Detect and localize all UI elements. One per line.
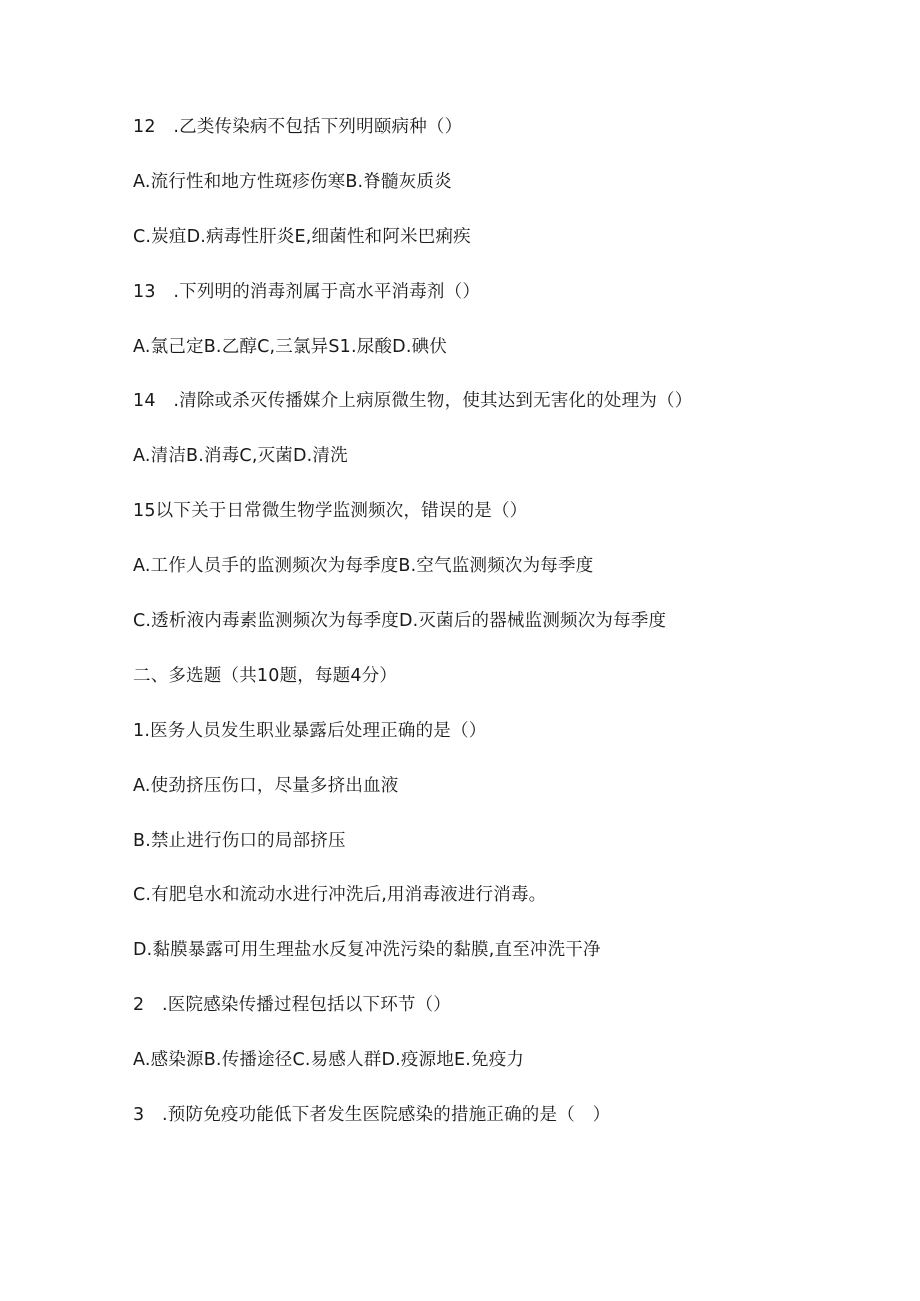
question-15: 15以下关于日常微生物学监测频次，错误的是（）	[133, 501, 528, 521]
question-1-option-a: A.使劲挤压伤口，尽量多挤出血液	[133, 776, 399, 796]
question-12-options-cde: C.炭疽D.病毒性肝炎E,细菌性和阿米巴痢疾	[133, 227, 471, 247]
question-1-option-d: D.黏膜暴露可用生理盐水反复冲洗污染的黏膜,直至冲洗干净	[133, 940, 601, 960]
question-14-options: A.清洁B.消毒C,灭菌D.清洗	[133, 446, 348, 466]
question-12-options-ab: A.流行性和地方性斑疹伤寒B.脊髓灰质炎	[133, 172, 452, 192]
question-15-options-cd: C.透析液内毒素监测频次为每季度D.灭菌后的器械监测频次为每季度	[133, 611, 667, 631]
question-3: 3 .预防免疫功能低下者发生医院感染的措施正确的是（ ）	[133, 1105, 611, 1125]
question-1: 1.医务人员发生职业暴露后处理正确的是（）	[133, 721, 487, 741]
question-1-option-b: B.禁止进行伤口的局部挤压	[133, 831, 346, 851]
section-heading-multiple-choice: 二、多选题（共10题，每题4分）	[133, 666, 398, 686]
question-14: 14 .清除或杀灭传播媒介上病原微生物，使其达到无害化的处理为（）	[133, 391, 693, 411]
question-2-options: A.感染源B.传播途径C.易感人群D.疫源地E.免疫力	[133, 1050, 525, 1070]
question-13-options: A.氯己定B.乙醇C,三氯异S1.尿酸D.碘伏	[133, 337, 448, 357]
question-15-options-ab: A.工作人员手的监测频次为每季度B.空气监测频次为每季度	[133, 556, 594, 576]
question-12: 12 .乙类传染病不包括下列明颐病种（）	[133, 117, 463, 137]
question-2: 2 .医院感染传播过程包括以下环节（）	[133, 995, 451, 1015]
question-1-option-c: C.有肥皂水和流动水进行冲洗后,用消毒液进行消毒。	[133, 885, 547, 905]
question-13: 13 .下列明的消毒剂属于高水平消毒剂（）	[133, 282, 481, 302]
